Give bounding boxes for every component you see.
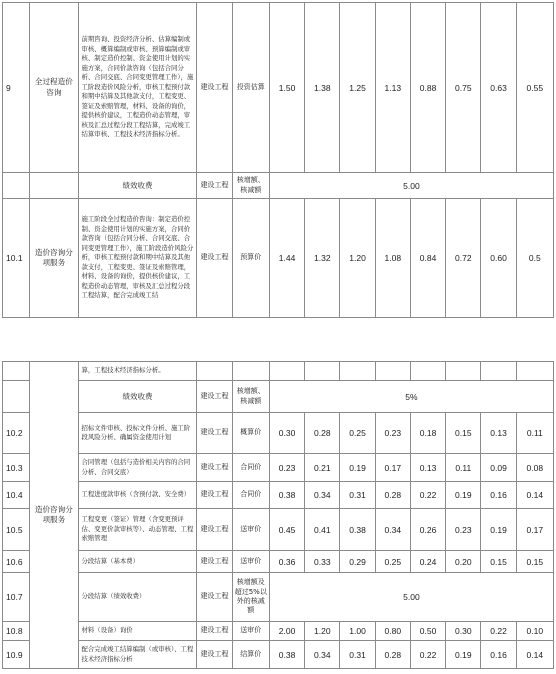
rate-cell: 0.19 bbox=[446, 641, 481, 669]
rate-cell: 0.34 bbox=[305, 482, 340, 509]
rate-cell: 0.29 bbox=[340, 551, 375, 573]
performance-fee-label: 绩效收费 bbox=[78, 173, 197, 199]
row-number: 10.6 bbox=[3, 551, 30, 573]
rate-cell: 0.23 bbox=[375, 413, 410, 454]
rate-cell: 0.80 bbox=[375, 622, 410, 641]
fee-table-part-1 bbox=[2, 2, 554, 318]
performance-rate: 5% bbox=[269, 381, 553, 413]
rate-cell: 0.19 bbox=[446, 482, 481, 509]
rate-cell: 0.25 bbox=[340, 413, 375, 454]
service-description: 算，工程技术经济指标分析。 bbox=[78, 362, 197, 381]
project-type: 建设工程 bbox=[197, 622, 232, 641]
rate-cell: 0.38 bbox=[269, 641, 304, 669]
rate-cell: 0.30 bbox=[269, 413, 304, 454]
rate-cell: 0.28 bbox=[375, 482, 410, 509]
rate-cell: 0.15 bbox=[446, 413, 481, 454]
fee-basis: 结算价 bbox=[232, 641, 269, 669]
rate-cell: 1.08 bbox=[375, 199, 410, 318]
fee-basis: 预算价 bbox=[232, 199, 269, 318]
service-description: 配合完成竣工结算编制（或审核）、工程技术经济指标分析 bbox=[78, 641, 197, 669]
project-type: 建设工程 bbox=[197, 454, 232, 482]
rate-cell: 2.00 bbox=[269, 622, 304, 641]
table-row bbox=[3, 551, 554, 573]
rate-cell: 1.50 bbox=[269, 3, 304, 173]
rate-cell: 0.14 bbox=[516, 482, 553, 509]
row-number: 10.9 bbox=[3, 641, 30, 669]
rate-cell: 0.16 bbox=[481, 482, 516, 509]
fee-basis: 核增额及超过5%以外的核减额 bbox=[232, 573, 269, 622]
fee-table-part-2 bbox=[2, 361, 554, 669]
rate-cell: 0.45 bbox=[269, 509, 304, 551]
rate-cell: 0.22 bbox=[410, 641, 445, 669]
rate-cell: 0.23 bbox=[269, 454, 304, 482]
rate-cell: 0.38 bbox=[269, 482, 304, 509]
project-type: 建设工程 bbox=[197, 573, 232, 622]
rate-cell: 0.41 bbox=[305, 509, 340, 551]
rate-cell: 0.30 bbox=[446, 622, 481, 641]
table-row bbox=[3, 173, 554, 199]
project-type: 建设工程 bbox=[197, 413, 232, 454]
service-description: 施工阶段全过程造价咨询：制定造价控制、资金使用计划的实施方案，合同价款咨询（包括合同分析、合同交底、合同变更管理工作），施工阶段造价风险分析，审核工程预付款和期中结算及其他款支付，工程变更、签证及索赔管理，材料、设备的询价，提供核价建议，工程造价动态管理，审核及汇总过程分段工程结算，配合完成竣工结 bbox=[78, 199, 197, 318]
service-description: 分段结算（绩效收费） bbox=[78, 573, 197, 622]
rate-cell: 0.84 bbox=[410, 199, 445, 318]
table-row bbox=[3, 199, 554, 318]
table-row bbox=[3, 573, 554, 622]
rate-cell: 0.36 bbox=[269, 551, 304, 573]
project-type: 建设工程 bbox=[197, 509, 232, 551]
service-name: 造价咨询分项服务 bbox=[30, 362, 78, 669]
row-number: 10.7 bbox=[3, 573, 30, 622]
rate-cell: 0.19 bbox=[340, 454, 375, 482]
table-row bbox=[3, 641, 554, 669]
rate-cell: 0.20 bbox=[446, 551, 481, 573]
rate-cell: 0.5 bbox=[516, 199, 553, 318]
fee-basis: 合同价 bbox=[232, 482, 269, 509]
rate-cell: 0.31 bbox=[340, 641, 375, 669]
rate-cell: 0.63 bbox=[481, 3, 516, 173]
rate-cell: 0.13 bbox=[410, 454, 445, 482]
performance-fee-label: 绩效收费 bbox=[78, 381, 197, 413]
fee-basis: 送审价 bbox=[232, 622, 269, 641]
rate-cell: 0.50 bbox=[410, 622, 445, 641]
rate-cell: 1.32 bbox=[305, 199, 340, 318]
rate-cell: 0.21 bbox=[305, 454, 340, 482]
rate-cell: 0.55 bbox=[516, 3, 553, 173]
table-row bbox=[3, 413, 554, 454]
fee-basis: 概算价 bbox=[232, 413, 269, 454]
row-number: 9 bbox=[3, 3, 30, 173]
rate-cell: 0.34 bbox=[375, 509, 410, 551]
row-number: 10.8 bbox=[3, 622, 30, 641]
table-row bbox=[3, 622, 554, 641]
rate-cell: 0.26 bbox=[410, 509, 445, 551]
rate-cell: 0.72 bbox=[446, 199, 481, 318]
rate-cell: 0.28 bbox=[305, 413, 340, 454]
row-number: 10.1 bbox=[3, 199, 30, 318]
performance-rate: 5.00 bbox=[269, 573, 553, 622]
rate-cell: 0.60 bbox=[481, 199, 516, 318]
rate-cell: 1.00 bbox=[340, 622, 375, 641]
project-type: 建设工程 bbox=[197, 3, 232, 173]
fee-basis: 投资估算 bbox=[232, 3, 269, 173]
table-row bbox=[3, 362, 554, 381]
service-description: 前期咨询、投资经济分析、估算编制或审核、概算编制或审核、预算编制或审核、制定造价控制、资金使用计划的实施方案，合同价款咨询（包括合同分析、合同交底、合同变更管理工作），施工阶段造价风险分析，审核工程预付款和期中结算及其他款支付，工程变更、签证及索赔管理，材料、设备的询价，提供核价建议，工程造价动态管理，审核及汇总过程分段工程结算，完成竣工结算审核、工程技术经济指标分析。 bbox=[78, 3, 197, 173]
fee-basis: 送审价 bbox=[232, 509, 269, 551]
rate-cell: 1.20 bbox=[305, 622, 340, 641]
fee-basis: 合同价 bbox=[232, 454, 269, 482]
rate-cell: 0.18 bbox=[410, 413, 445, 454]
row-number: 10.2 bbox=[3, 413, 30, 454]
project-type: 建设工程 bbox=[197, 381, 232, 413]
rate-cell: 1.13 bbox=[375, 3, 410, 173]
rate-cell: 1.44 bbox=[269, 199, 304, 318]
rate-cell: 0.33 bbox=[305, 551, 340, 573]
rate-cell: 0.15 bbox=[481, 551, 516, 573]
fee-basis: 送审价 bbox=[232, 551, 269, 573]
rate-cell: 0.28 bbox=[375, 641, 410, 669]
rate-cell: 1.25 bbox=[340, 3, 375, 173]
fee-basis: 核增额、核减额 bbox=[232, 381, 269, 413]
rate-cell: 0.13 bbox=[481, 413, 516, 454]
rate-cell: 0.14 bbox=[516, 641, 553, 669]
rate-cell: 0.31 bbox=[340, 482, 375, 509]
table-row bbox=[3, 509, 554, 551]
rate-cell: 0.15 bbox=[516, 551, 553, 573]
project-type: 建设工程 bbox=[197, 199, 232, 318]
service-description: 工程变更（签证）管理（含变更预评估、变更价款审核等）、动态管理、工程索赔管理 bbox=[78, 509, 197, 551]
rate-cell: 0.88 bbox=[410, 3, 445, 173]
rate-cell: 0.17 bbox=[516, 509, 553, 551]
rate-cell: 0.16 bbox=[481, 641, 516, 669]
service-description: 分段结算（基本费） bbox=[78, 551, 197, 573]
table-row bbox=[3, 3, 554, 173]
rate-cell: 0.75 bbox=[446, 3, 481, 173]
project-type: 建设工程 bbox=[197, 482, 232, 509]
row-number: 10.5 bbox=[3, 509, 30, 551]
rate-cell: 0.22 bbox=[481, 622, 516, 641]
fee-basis: 核增额、核减额 bbox=[232, 173, 269, 199]
rate-cell: 0.17 bbox=[375, 454, 410, 482]
rate-cell: 0.11 bbox=[446, 454, 481, 482]
row-number: 10.4 bbox=[3, 482, 30, 509]
rate-cell: 0.34 bbox=[305, 641, 340, 669]
rate-cell: 0.10 bbox=[516, 622, 553, 641]
rate-cell: 0.38 bbox=[340, 509, 375, 551]
service-description: 合同管理（包括与造价相关内容的合同分析、合同交底） bbox=[78, 454, 197, 482]
table-row bbox=[3, 482, 554, 509]
service-name: 造价咨询分项服务 bbox=[30, 199, 78, 318]
service-description: 工程进度款审核（含预付款、安全费） bbox=[78, 482, 197, 509]
project-type: 建设工程 bbox=[197, 641, 232, 669]
rate-cell: 0.24 bbox=[410, 551, 445, 573]
rate-cell: 0.09 bbox=[481, 454, 516, 482]
service-name: 全过程造价咨询 bbox=[30, 3, 78, 173]
rate-cell: 1.20 bbox=[340, 199, 375, 318]
rate-cell: 1.38 bbox=[305, 3, 340, 173]
service-description: 招标文件审核、投标文件分析、施工阶段风险分析、确属资金使用计划 bbox=[78, 413, 197, 454]
service-description: 材料（设备）询价 bbox=[78, 622, 197, 641]
project-type: 建设工程 bbox=[197, 173, 232, 199]
project-type: 建设工程 bbox=[197, 551, 232, 573]
rate-cell: 0.22 bbox=[410, 482, 445, 509]
rate-cell: 0.19 bbox=[481, 509, 516, 551]
table-row bbox=[3, 454, 554, 482]
row-number: 10.3 bbox=[3, 454, 30, 482]
rate-cell: 0.25 bbox=[375, 551, 410, 573]
rate-cell: 0.11 bbox=[516, 413, 553, 454]
rate-cell: 0.23 bbox=[446, 509, 481, 551]
rate-cell: 0.08 bbox=[516, 454, 553, 482]
performance-rate: 5.00 bbox=[269, 173, 553, 199]
table-row bbox=[3, 381, 554, 413]
